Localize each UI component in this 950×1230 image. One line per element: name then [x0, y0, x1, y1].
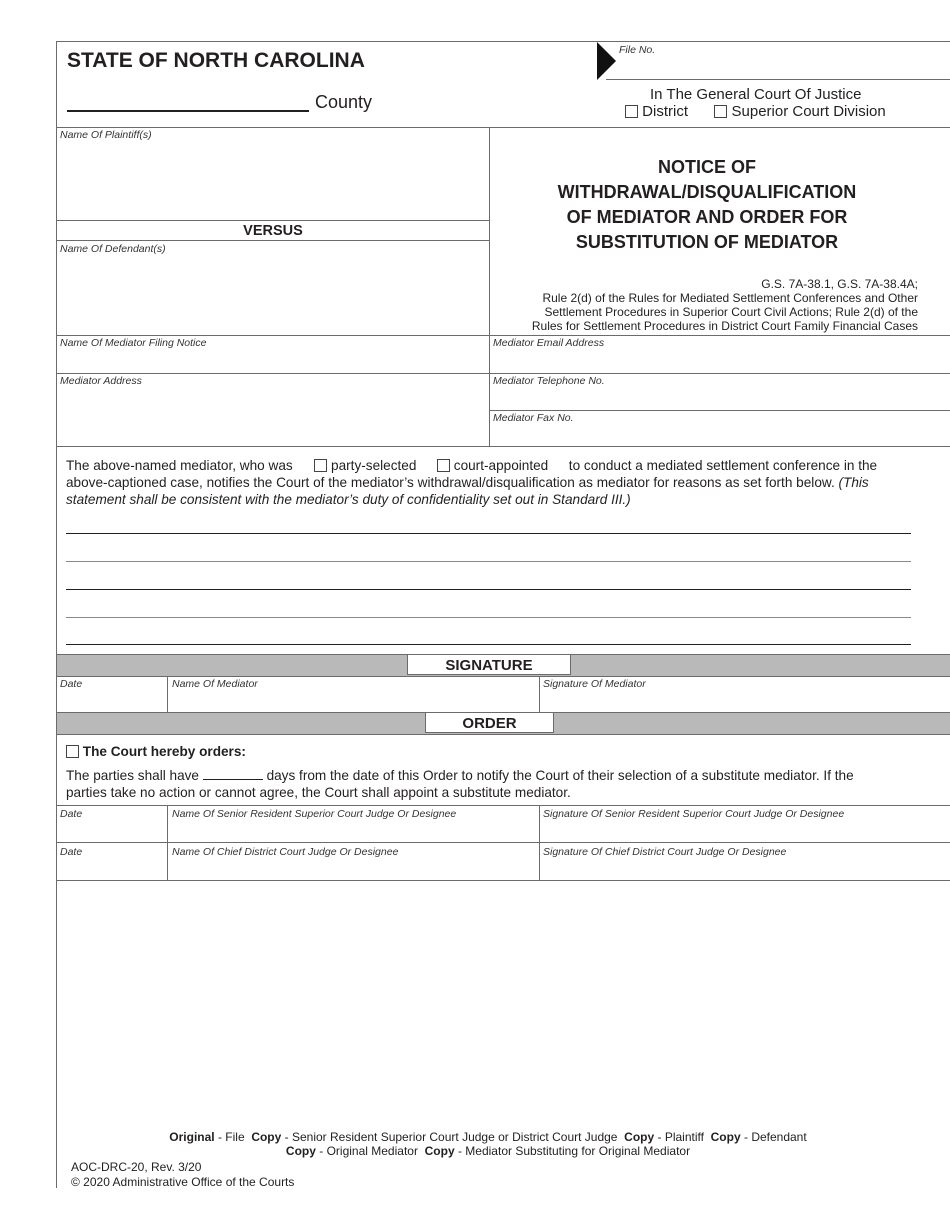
- mediator-name-field[interactable]: [168, 691, 538, 710]
- footer-copy1-desc: - Senior Resident Superior Court Judge or District Court Judge: [284, 1130, 618, 1144]
- reason-line-1[interactable]: [66, 533, 911, 534]
- copyright: © 2020 Administrative Office of the Courts: [71, 1175, 295, 1189]
- district-checkbox[interactable]: [625, 105, 638, 118]
- file-no-top-border: [596, 41, 950, 42]
- form-title: [490, 155, 924, 255]
- judge-row2-bottom-line: [56, 880, 950, 881]
- county-label: County: [315, 92, 373, 112]
- distribution-line-1: [57, 1130, 919, 1144]
- signature-title: SIGNATURE: [407, 654, 571, 675]
- signature-date-label: Date: [60, 678, 83, 690]
- judge-row1-top-line: [56, 805, 950, 806]
- mediator-email-field[interactable]: [490, 350, 948, 372]
- footer-copy-2: Copy: [624, 1130, 655, 1144]
- footer-copy3-desc: - Defendant: [743, 1130, 807, 1144]
- form-id: AOC-DRC-20, Rev. 3/20: [71, 1160, 202, 1174]
- county-field[interactable]: [67, 110, 309, 112]
- file-no-label: File No.: [619, 44, 656, 56]
- footer-copy-1: Copy: [251, 1130, 282, 1144]
- district-judge-name-label: Name Of Chief District Court Judge Or Designee: [172, 846, 399, 858]
- superior-judge-signature-label: Signature Of Senior Resident Superior Court Judge Or Designee: [543, 808, 845, 820]
- court-orders-label: The Court hereby orders:: [82, 744, 246, 759]
- file-no-field[interactable]: [606, 79, 950, 80]
- order-text-part2: days from the date of this Order to notify the Court of their selection of a substitute mediator. If the: [266, 768, 854, 783]
- mediator-signature-label: Signature Of Mediator: [543, 678, 646, 690]
- title-line-1: NOTICE OF: [658, 157, 756, 177]
- notice-italic-start: (This: [838, 475, 869, 490]
- superior-court-checkbox[interactable]: [714, 105, 727, 118]
- superior-judge-signature-field[interactable]: [540, 821, 948, 841]
- district-label: District: [642, 103, 688, 120]
- plaintiff-label: Name Of Plaintiff(s): [60, 129, 152, 141]
- superior-court-label: Superior Court Division: [731, 103, 886, 120]
- mediator-filing-name-label: Name Of Mediator Filing Notice: [60, 337, 207, 349]
- footer-copy4-desc: - Original Mediator: [319, 1144, 418, 1158]
- mediator-row2-line: [56, 373, 950, 374]
- statute-references: [490, 277, 918, 333]
- mediator-phone-field[interactable]: [490, 388, 948, 409]
- footer-original: Original: [169, 1130, 215, 1144]
- notice-text-part1: The above-named mediator, who was: [66, 458, 293, 473]
- court-title: In The General Court Of Justice: [650, 86, 862, 103]
- district-date-label: Date: [60, 846, 83, 858]
- versus-bottom-line: [56, 240, 489, 241]
- signature-date-field[interactable]: [57, 691, 166, 710]
- title-line-4: SUBSTITUTION OF MEDIATOR: [575, 232, 839, 252]
- footer-copy-3: Copy: [710, 1130, 741, 1144]
- district-date-field[interactable]: [57, 859, 166, 879]
- footer-copy5-desc: - Mediator Substituting for Original Mediator: [457, 1144, 691, 1158]
- order-band: [57, 712, 950, 735]
- days-field[interactable]: [203, 767, 263, 780]
- order-text-part1: The parties shall have: [66, 768, 199, 783]
- form-top-border: [56, 41, 596, 42]
- distribution-line-2: [57, 1144, 919, 1158]
- signature-band: [57, 654, 950, 677]
- statute-line-2: Rule 2(d) of the Rules for Mediated Settlement Conferences and Other: [542, 291, 918, 305]
- footer-original-desc: - File: [217, 1130, 245, 1144]
- mediator-signature-field[interactable]: [540, 691, 948, 710]
- party-selected-label: party-selected: [331, 458, 417, 473]
- reason-line-3[interactable]: [66, 589, 911, 590]
- notice-text-line2: above-captioned case, notifies the Court of the mediator’s withdrawal/disqualification as mediator for reasons as set forth below.: [66, 475, 835, 490]
- mediator-name-label: Name Of Mediator: [172, 678, 258, 690]
- district-judge-signature-label: Signature Of Chief District Court Judge Or Designee: [543, 846, 787, 858]
- court-orders-row: [66, 744, 246, 759]
- mediator-fax-label: Mediator Fax No.: [493, 412, 574, 424]
- court-division-row: [625, 103, 886, 120]
- mediator-email-label: Mediator Email Address: [493, 337, 605, 349]
- order-text-part3: parties take no action or cannot agree, the Court shall appoint a substitute mediator.: [66, 785, 571, 800]
- court-appointed-label: court-appointed: [453, 458, 549, 473]
- statute-line-4: Rules for Settlement Procedures in District Court Family Financial Cases: [531, 319, 918, 333]
- mediator-top-line: [56, 335, 950, 336]
- order-title: ORDER: [425, 712, 554, 733]
- notice-paragraph: [66, 457, 916, 508]
- defendant-field[interactable]: [57, 257, 488, 335]
- court-orders-checkbox[interactable]: [66, 745, 79, 758]
- header-bottom-line: [56, 127, 950, 128]
- plaintiff-field[interactable]: [57, 143, 488, 219]
- superior-date-label: Date: [60, 808, 83, 820]
- superior-judge-name-label: Name Of Senior Resident Superior Court Judge Or Designee: [172, 808, 457, 820]
- superior-judge-name-field[interactable]: [168, 821, 538, 841]
- statute-line-3: Settlement Procedures in Superior Court Civil Actions; Rule 2(d) of the: [544, 305, 918, 319]
- versus-label: VERSUS: [243, 223, 303, 239]
- mediator-address-field[interactable]: [57, 388, 488, 444]
- superior-date-field[interactable]: [57, 821, 166, 841]
- notice-text-part2: to conduct a mediated settlement conference in the: [568, 458, 878, 473]
- footer-copy2-desc: - Plaintiff: [657, 1130, 704, 1144]
- court-appointed-checkbox[interactable]: [437, 459, 450, 472]
- state-title: STATE OF NORTH CAROLINA: [67, 49, 365, 72]
- judge-row2-top-line: [56, 842, 950, 843]
- mediator-phone-bottom-line: [489, 410, 950, 411]
- footer-copy-5: Copy: [424, 1144, 455, 1158]
- statute-line-1: G.S. 7A-38.1, G.S. 7A-38.4A;: [761, 277, 918, 291]
- title-line-2: WITHDRAWAL/DISQUALIFICATION: [557, 182, 857, 202]
- mediator-address-label: Mediator Address: [60, 375, 142, 387]
- file-no-marker-icon: [597, 42, 616, 80]
- notice-text-line3: statement shall be consistent with the mediator’s duty of confidentiality set out in Standard III.): [66, 492, 631, 507]
- mediator-filing-name-field[interactable]: [57, 350, 488, 372]
- title-line-3: OF MEDIATOR AND ORDER FOR: [566, 207, 848, 227]
- reason-line-4[interactable]: [66, 617, 911, 618]
- party-selected-checkbox[interactable]: [314, 459, 327, 472]
- reason-line-5[interactable]: [66, 644, 911, 645]
- mediator-phone-label: Mediator Telephone No.: [493, 375, 605, 387]
- district-judge-signature-field[interactable]: [540, 859, 948, 879]
- versus-top-line: [56, 220, 489, 221]
- mediator-bottom-line: [56, 446, 950, 447]
- order-paragraph: [66, 767, 926, 801]
- mediator-fax-field[interactable]: [490, 425, 948, 445]
- district-judge-name-field[interactable]: [168, 859, 538, 879]
- defendant-label: Name Of Defendant(s): [60, 243, 166, 255]
- reason-line-2[interactable]: [66, 561, 911, 562]
- footer-copy-4: Copy: [285, 1144, 316, 1158]
